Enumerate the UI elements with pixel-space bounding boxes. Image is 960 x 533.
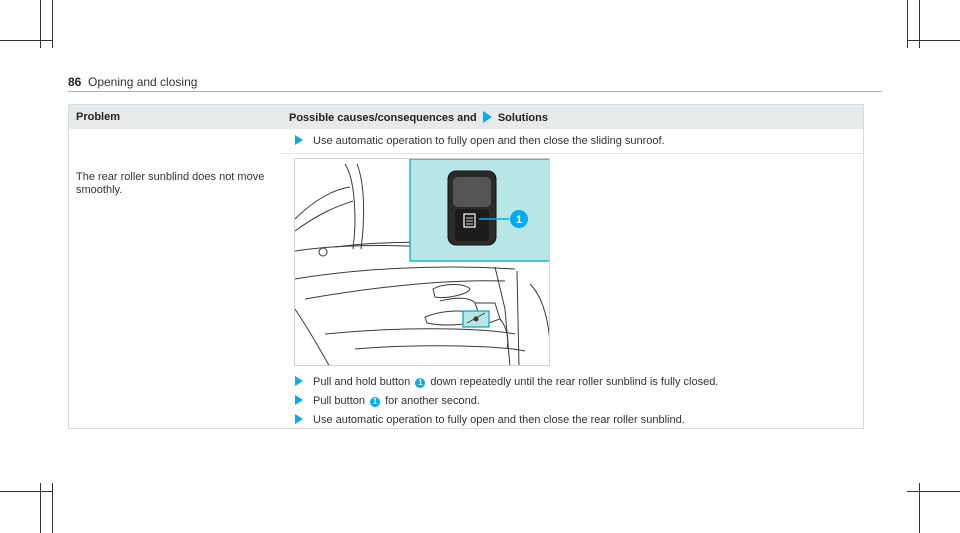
callout-label: 1	[515, 214, 523, 226]
crop-mark	[52, 483, 53, 533]
button-1-badge	[370, 397, 380, 407]
step-automatic: Use automatic operation to fully open and then close the rear roller sunblind.	[295, 414, 685, 426]
crop-mark	[40, 483, 41, 533]
step-sunroof: Use automatic operation to fully open and then close the sliding sunroof.	[295, 135, 665, 147]
row-divider	[281, 153, 863, 154]
problem-text: The rear roller sunblind does not move smoothly.	[76, 171, 265, 196]
table-header	[69, 105, 863, 129]
page-number: 86	[68, 75, 82, 89]
crop-mark	[907, 40, 960, 41]
header-rule	[68, 91, 882, 92]
header-solutions: Solutions	[497, 112, 548, 124]
crop-mark	[0, 491, 52, 492]
problem-solution-table	[68, 104, 864, 429]
header-causes: Possible causes/consequences and	[289, 112, 477, 124]
door-panel-drawing	[295, 159, 550, 366]
step-pull-second: Pull button 1 for another second.	[295, 395, 480, 407]
crop-mark	[919, 483, 920, 533]
button-1-badge	[415, 378, 425, 388]
crop-mark	[907, 491, 960, 492]
door-panel-illustration	[294, 158, 550, 366]
arrow-bullet-icon	[295, 414, 303, 424]
arrow-bullet-icon	[295, 395, 303, 405]
arrow-bullet-icon	[295, 376, 303, 386]
arrow-bullet-icon	[295, 135, 303, 145]
arrow-icon	[483, 111, 492, 123]
crop-mark	[52, 0, 53, 48]
step-pull-hold: Pull and hold button 1 down repeatedly until the rear roller sunblind is fully closed.	[295, 376, 718, 388]
section-title: Opening and closing	[88, 75, 198, 89]
header-problem: Problem	[76, 111, 121, 123]
crop-mark	[0, 40, 52, 41]
header-causes-solutions	[289, 111, 548, 124]
